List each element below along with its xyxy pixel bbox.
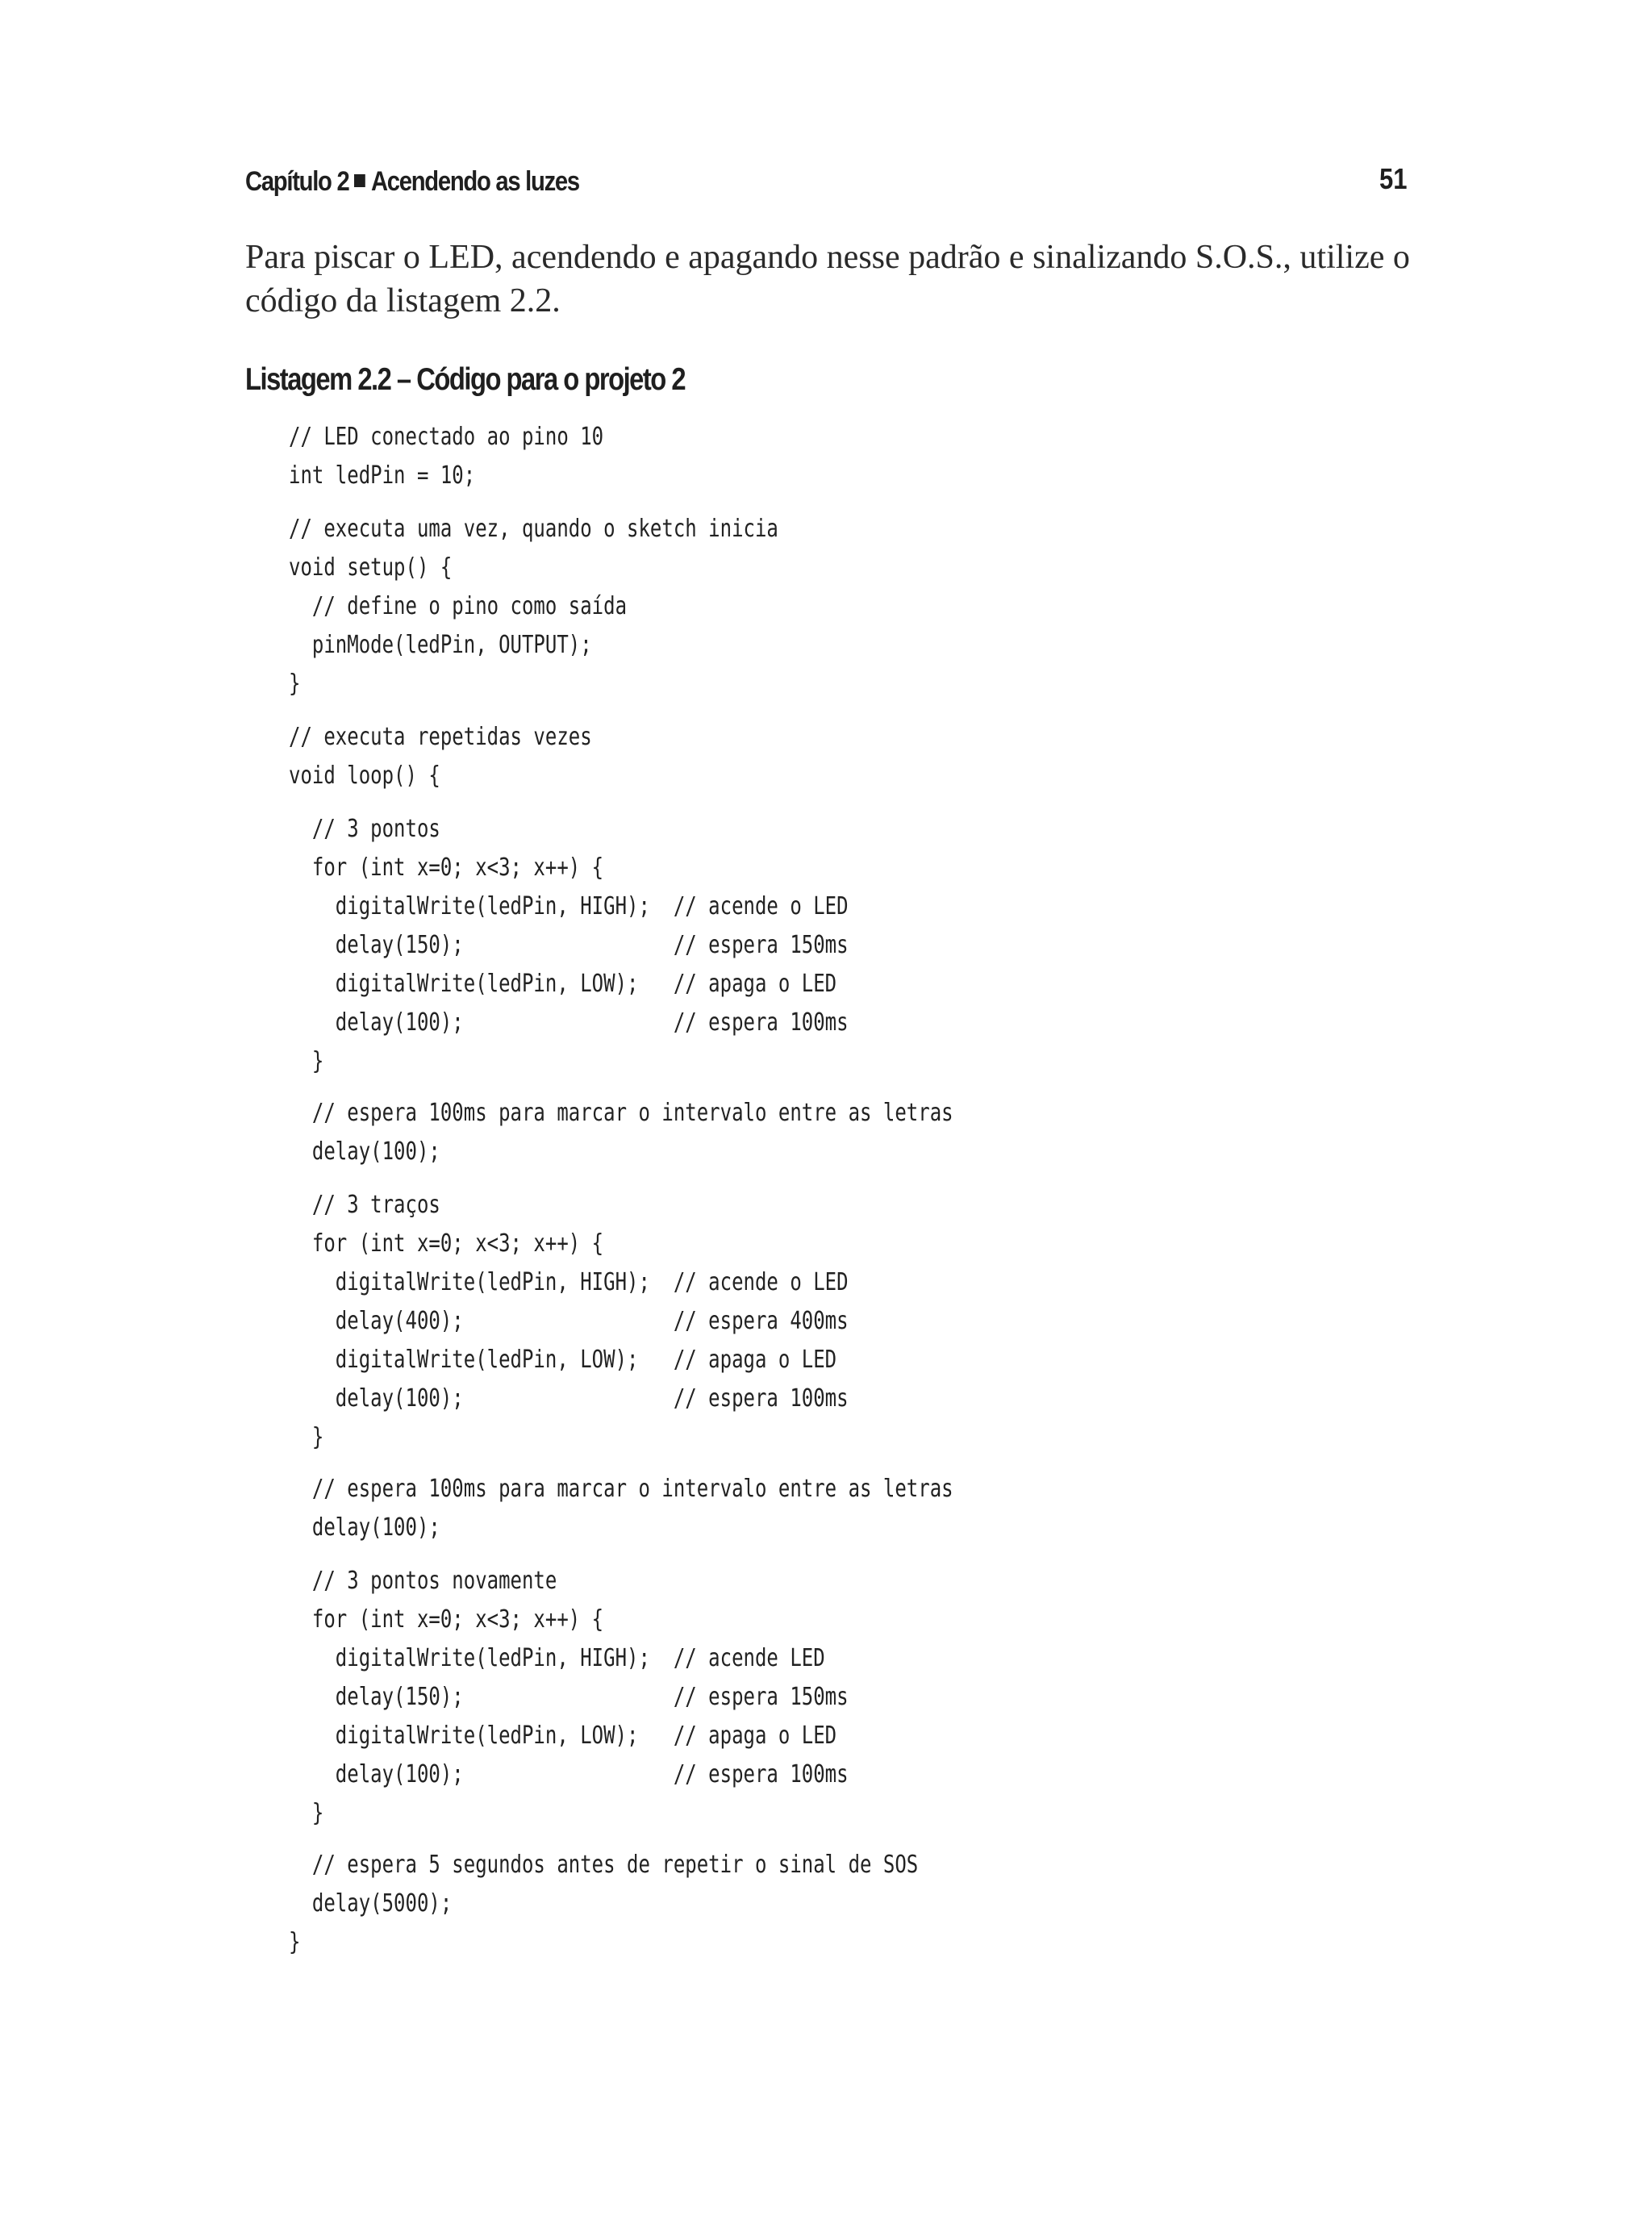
- code-line: delay(150); // espera 150ms: [289, 931, 849, 959]
- listing-title: Listagem 2.2 – Código para o projeto 2: [245, 362, 686, 397]
- code-line: // 3 traços: [289, 1191, 440, 1219]
- code-line: delay(100); // espera 100ms: [289, 1384, 849, 1413]
- code-line: void loop() {: [289, 762, 440, 790]
- section-label: Acendendo as luzes: [370, 166, 579, 197]
- code-line: // LED conectado ao pino 10: [289, 423, 604, 451]
- code-line: }: [289, 670, 301, 698]
- code-line: // define o pino como saída: [289, 592, 628, 620]
- code-line: digitalWrite(ledPin, LOW); // apaga o LED: [289, 970, 837, 998]
- code-line: delay(100);: [289, 1513, 440, 1542]
- code-line: int ledPin = 10;: [289, 461, 476, 490]
- code-line: // espera 100ms para marcar o intervalo entre as letras: [289, 1099, 953, 1127]
- code-line: delay(400); // espera 400ms: [289, 1307, 849, 1335]
- code-line: digitalWrite(ledPin, HIGH); // acende o LED: [289, 1268, 849, 1296]
- code-line: pinMode(ledPin, OUTPUT);: [289, 631, 592, 659]
- code-line: digitalWrite(ledPin, LOW); // apaga o LED: [289, 1346, 837, 1374]
- code-line: for (int x=0; x<3; x++) {: [289, 1605, 604, 1634]
- code-line: digitalWrite(ledPin, HIGH); // acende o LED: [289, 892, 849, 920]
- code-line: // 3 pontos novamente: [289, 1567, 557, 1595]
- code-line: // 3 pontos: [289, 815, 440, 843]
- code-line: }: [289, 1799, 324, 1827]
- code-line: // executa repetidas vezes: [289, 723, 592, 751]
- intro-paragraph: Para piscar o LED, acendendo e apagando nesse padrão e sinalizando S.O.S., utilize o código da listagem 2.2.: [245, 239, 1410, 319]
- code-line: delay(150); // espera 150ms: [289, 1683, 849, 1711]
- code-line: }: [289, 1928, 301, 1956]
- square-bullet-icon: [354, 174, 365, 187]
- code-line: // espera 5 segundos antes de repetir o sinal de SOS: [289, 1851, 919, 1879]
- code-line: for (int x=0; x<3; x++) {: [289, 854, 604, 882]
- code-line: // executa uma vez, quando o sketch inicia: [289, 515, 778, 543]
- code-line: void setup() {: [289, 553, 453, 582]
- code-line: delay(100); // espera 100ms: [289, 1760, 849, 1788]
- code-line: delay(100); // espera 100ms: [289, 1008, 849, 1037]
- chapter-label: Capítulo 2: [245, 166, 349, 197]
- code-line: delay(5000);: [289, 1889, 453, 1918]
- code-line: for (int x=0; x<3; x++) {: [289, 1229, 604, 1258]
- code-line: digitalWrite(ledPin, LOW); // apaga o LED: [289, 1722, 837, 1750]
- code-line: digitalWrite(ledPin, HIGH); // acende LED: [289, 1644, 825, 1672]
- code-line: // espera 100ms para marcar o intervalo entre as letras: [289, 1475, 953, 1503]
- code-line: delay(100);: [289, 1137, 440, 1166]
- code-line: }: [289, 1423, 324, 1451]
- running-head: [245, 166, 579, 198]
- page-number: 51: [1379, 162, 1408, 195]
- code-line: }: [289, 1047, 324, 1075]
